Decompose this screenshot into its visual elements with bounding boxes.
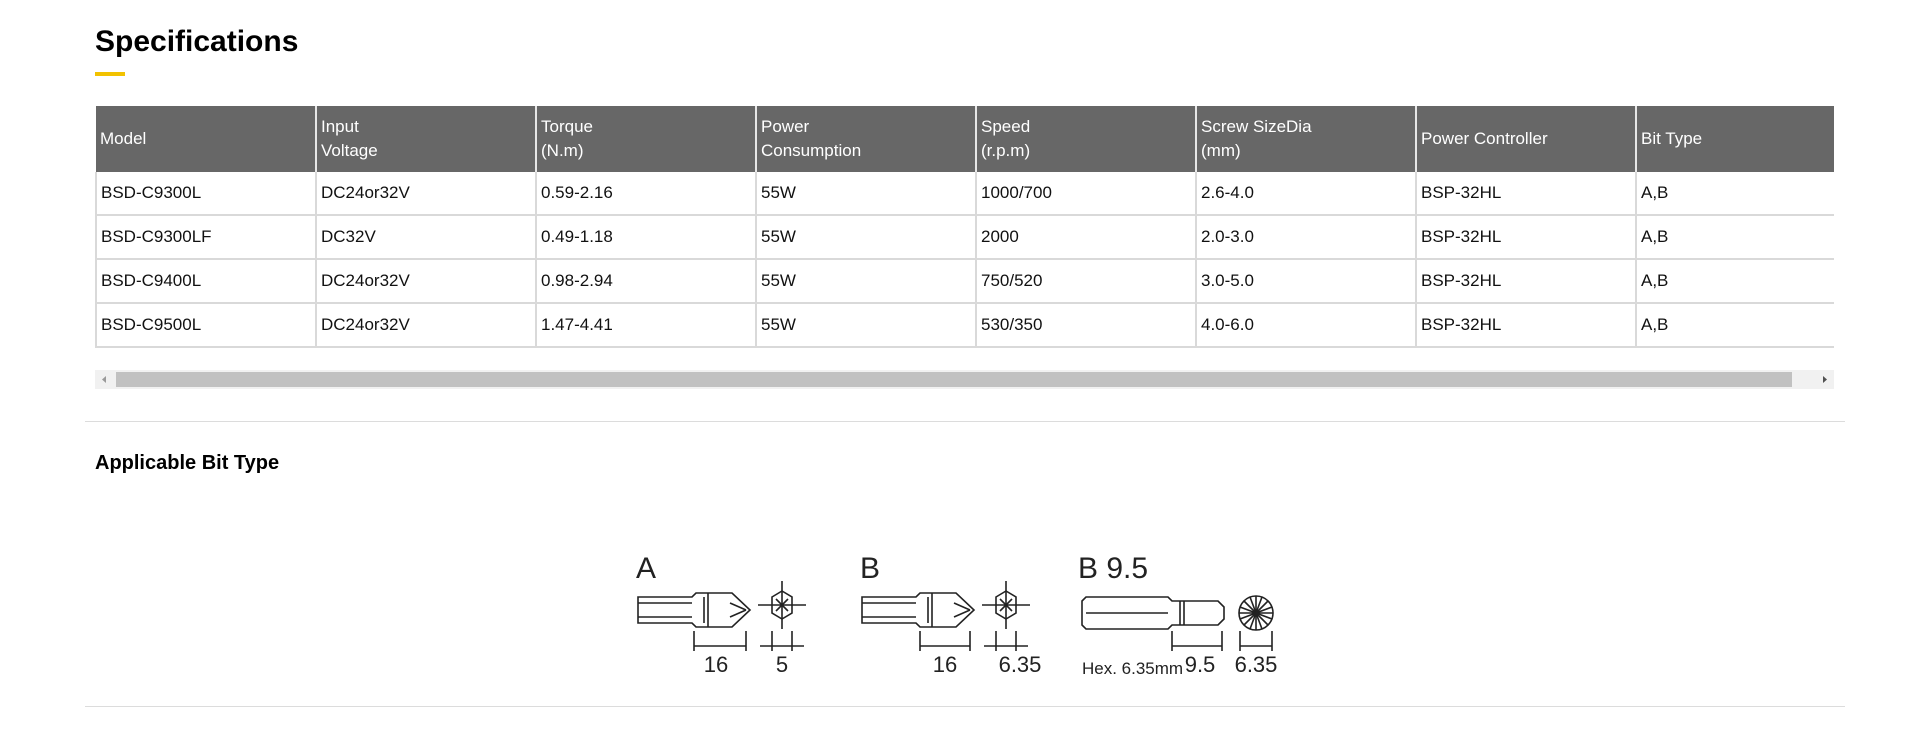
cell-torque: 1.47-4.41 [536,303,756,347]
bit-a-tip-dimension: 5 [775,652,789,677]
cell-power-consumption: 55W [756,259,976,303]
cell-power-consumption: 55W [756,303,976,347]
cell-power-controller: BSP-32HL [1416,215,1636,259]
cell-speed: 2000 [976,215,1196,259]
cell-screw-size: 4.0-6.0 [1196,303,1416,347]
specifications-title: Specifications [95,25,299,58]
title-accent-underline [95,72,125,76]
bit-b-label: B [860,552,881,585]
bit-b95-side-icon [1082,597,1224,651]
cell-input-voltage: DC24or32V [316,172,536,215]
column-header-speed: Speed (r.p.m) [976,106,1196,172]
bit-b-side-icon [862,593,974,651]
cell-speed: 750/520 [976,259,1196,303]
table-header-row [96,106,1834,172]
cell-bit-type: A,B [1636,172,1834,215]
cell-bit-type: A,B [1636,215,1834,259]
cell-power-controller: BSP-32HL [1416,259,1636,303]
specifications-table-container [95,106,1834,354]
section-divider [85,421,1845,422]
bit-a-label: A [636,552,657,585]
bit-b-tip-dimension: 6.35 [998,652,1042,677]
cell-input-voltage: DC24or32V [316,259,536,303]
table-row [96,215,1834,259]
bit-b95-end-icon [1239,596,1273,651]
cell-screw-size: 2.6-4.0 [1196,172,1416,215]
bit-type-figure [620,545,1320,685]
column-header-power-controller: Power Controller [1416,106,1636,172]
cell-bit-type: A,B [1636,303,1834,347]
bit-b95-hex-note: Hex. 6.35mm [1082,659,1184,678]
cell-bit-type: A,B [1636,259,1834,303]
cell-torque: 0.49-1.18 [536,215,756,259]
bit-a-diagram [636,552,806,677]
cell-input-voltage: DC24or32V [316,303,536,347]
bit-b95-length-dimension: 9.5 [1184,652,1216,677]
cell-model: BSD-C9500L [96,303,316,347]
bit-a-side-icon [638,593,750,651]
table-horizontal-scrollbar[interactable] [95,370,1834,389]
cell-model: BSD-C9300L [96,172,316,215]
column-header-power-consumption: Power Consumption [756,106,976,172]
bit-b95-label: B 9.5 [1078,552,1149,585]
scrollbar-thumb[interactable] [116,372,1792,387]
cell-power-consumption: 55W [756,215,976,259]
column-header-screw-size: Screw SizeDia (mm) [1196,106,1416,172]
column-header-model: Model [96,106,316,172]
cell-model: BSD-C9400L [96,259,316,303]
bit-a-end-icon [758,581,806,651]
specifications-table [95,106,1834,348]
cell-screw-size: 2.0-3.0 [1196,215,1416,259]
cell-power-controller: BSP-32HL [1416,172,1636,215]
cell-model: BSD-C9300LF [96,215,316,259]
bit-b-diagram [860,552,1041,677]
column-header-torque: Torque (N.m) [536,106,756,172]
cell-input-voltage: DC32V [316,215,536,259]
bit-b-end-icon [982,581,1030,651]
caret-right-icon[interactable] [1816,370,1834,389]
caret-left-icon[interactable] [95,370,113,389]
cell-torque: 0.98-2.94 [536,259,756,303]
applicable-bit-type-title: Applicable Bit Type [95,452,280,474]
section-divider-bottom [85,706,1845,707]
column-header-input-voltage: Input Voltage [316,106,536,172]
bit-b95-tip-dimension: 6.35 [1234,652,1278,677]
cell-power-consumption: 55W [756,172,976,215]
table-row [96,303,1834,347]
cell-power-controller: BSP-32HL [1416,303,1636,347]
table-row [96,172,1834,215]
bit-b95-diagram [1078,552,1277,678]
bit-a-length-dimension: 16 [703,652,729,677]
cell-torque: 0.59-2.16 [536,172,756,215]
cell-speed: 530/350 [976,303,1196,347]
cell-screw-size: 3.0-5.0 [1196,259,1416,303]
column-header-bit-type: Bit Type [1636,106,1834,172]
table-row [96,259,1834,303]
bit-b-length-dimension: 16 [932,652,958,677]
cell-speed: 1000/700 [976,172,1196,215]
